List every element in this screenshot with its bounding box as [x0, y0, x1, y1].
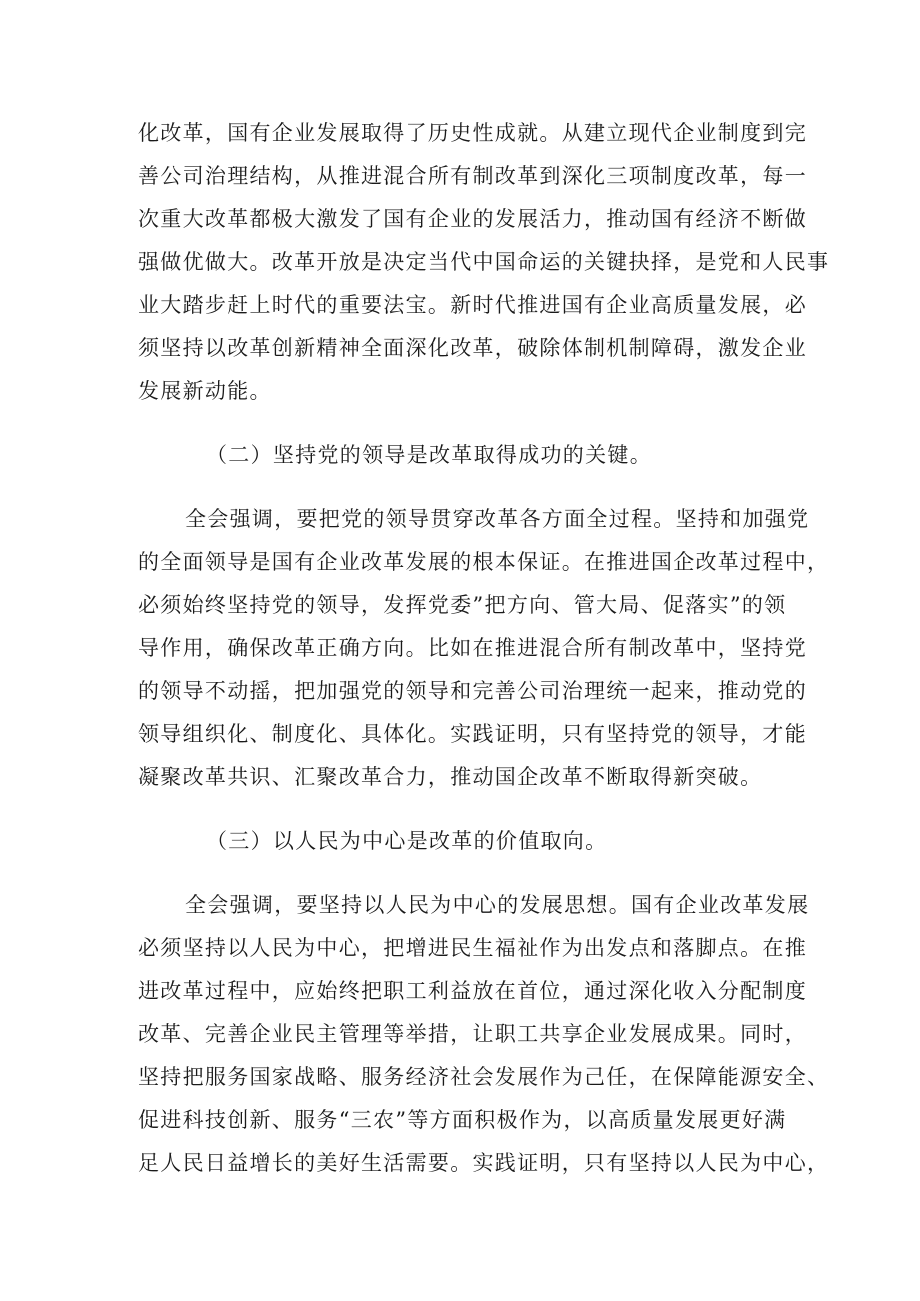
paragraph-line: 的领导不动摇，把加强党的领导和完善公司治理统一起来，推动党的: [138, 679, 807, 703]
paragraph-1: [138, 112, 830, 413]
paragraph-line: 发展新动能。: [138, 379, 272, 403]
paragraph-line: 必须始终坚持党的领导，发挥党委”把方向、管大局、促落实”的领: [138, 593, 787, 617]
section-heading-text: （二）坚持党的领导是改革取得成功的关键。: [206, 443, 652, 467]
paragraph-line: 化改革，国有企业发展取得了历史性成就。从建立现代企业制度到完: [138, 121, 807, 145]
paragraph-line: 善公司治理结构，从推进混合所有制改革到深化三项制度改革，每一: [138, 164, 807, 188]
paragraph-2: [138, 498, 830, 799]
paragraph-line: 进改革过程中，应始终把职工利益放在首位，通过深化收入分配制度: [138, 979, 807, 1003]
paragraph-line: 业大踏步赶上时代的重要法宝。新时代推进国有企业高质量发展，必: [138, 293, 807, 317]
paragraph-line: 凝聚改革共识、汇聚改革合力，推动国企改革不断取得新突破。: [138, 765, 763, 789]
paragraph-line: 次重大改革都极大激发了国有企业的发展活力，推动国有经济不断做: [138, 207, 807, 231]
paragraph-line: 全会强调，要把党的领导贯穿改革各方面全过程。坚持和加强党: [185, 507, 810, 531]
section-heading-text: （三）以人民为中心是改革的价值取向。: [206, 829, 608, 853]
paragraph-line: 促进科技创新、服务“三农”等方面积极作为，以高质量发展更好满: [138, 1108, 787, 1132]
section-heading-2: [138, 434, 798, 477]
section-heading-3: [138, 820, 798, 863]
paragraph-line: 强做优做大。改革开放是决定当代中国命运的关键抉择，是党和人民事: [138, 250, 830, 274]
paragraph-line: 导作用，确保改革正确方向。比如在推进混合所有制改革中，坚持党: [138, 636, 807, 660]
paragraph-line: 领导组织化、制度化、具体化。实践证明，只有坚持党的领导，才能: [138, 722, 807, 746]
paragraph-line: 足人民日益增长的美好生活需要。实践证明，只有坚持以人民为中心，: [138, 1151, 830, 1175]
paragraph-line: 全会强调，要坚持以人民为中心的发展思想。国有企业改革发展: [185, 893, 810, 917]
paragraph-line: 改革、完善企业民主管理等举措，让职工共享企业发展成果。同时，: [138, 1022, 807, 1046]
paragraph-line: 坚持把服务国家战略、服务经济社会发展作为己任，在保障能源安全、: [138, 1065, 830, 1089]
paragraph-line: 须坚持以改革创新精神全面深化改革，破除体制机制障碍，激发企业: [138, 336, 807, 360]
document-body: [138, 112, 830, 1185]
paragraph-3: [138, 884, 830, 1185]
paragraph-line: 必须坚持以人民为中心，把增进民生福祉作为出发点和落脚点。在推: [138, 936, 807, 960]
paragraph-line: 的全面领导是国有企业改革发展的根本保证。在推进国企改革过程中，: [138, 550, 830, 574]
